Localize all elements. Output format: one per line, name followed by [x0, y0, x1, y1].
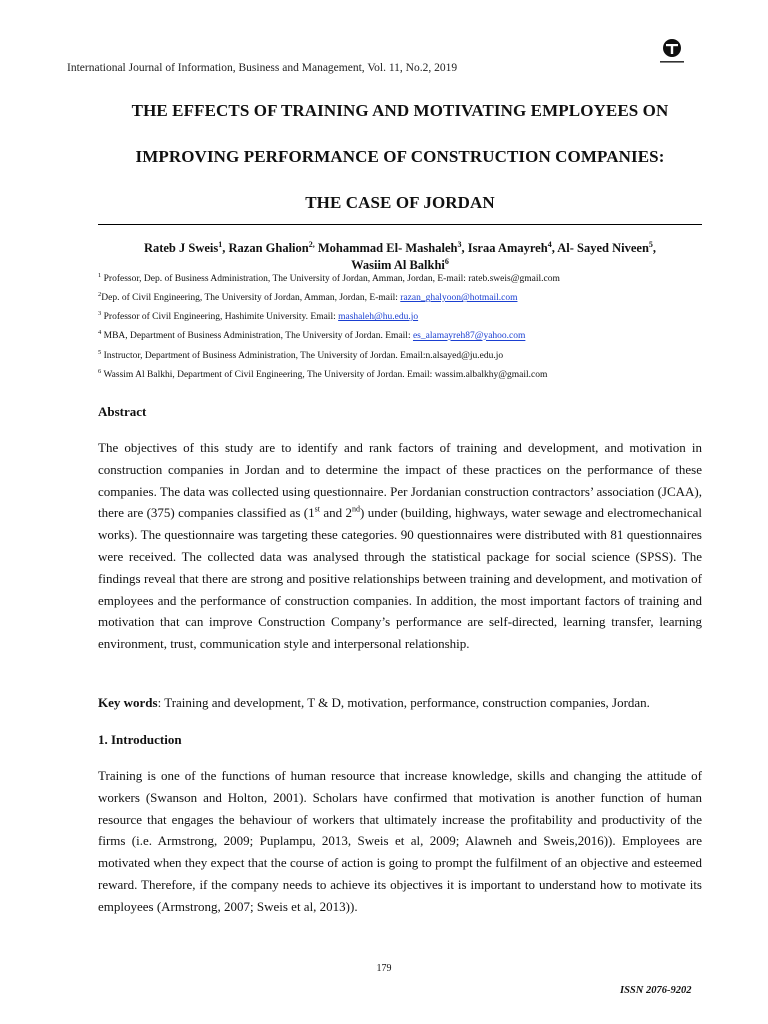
author-sup: 6	[444, 257, 449, 267]
affiliation-num: 6	[98, 367, 102, 375]
author-name: Razan Ghalion	[228, 241, 309, 256]
abstract-text: ) under (building, highways, water sewage and electromechanical works). The questionnaire was targeting these categories. 90 questionnaires were distributed with 81 questionnaires were received. The collected data was analysed through the statistical package for social science (SPSS). The findings reveal that there are strong and positive relationships between training and development, and motivation of employees and the performance of construction companies. In addition, the most important factors of training and motivation that can improve Construction Company’s performance are self-directed, learning transfer, learning environment, trust, communication style and interpersonal relationship.	[98, 505, 702, 652]
introduction-heading: 1. Introduction	[98, 732, 182, 747]
author-name: Israa Amayreh	[467, 241, 548, 256]
journal-citation: International Journal of Information, Business and Management, Vol. 11, No.2, 2019	[67, 62, 458, 74]
affiliation-item	[98, 287, 718, 306]
affiliation-email: n.alsayed@ju.edu.jo	[425, 350, 504, 361]
affiliation-text: Professor, Dep. of Business Administration, The University of Jordan, Amman, Jordan, E-mail:	[101, 274, 469, 285]
issn-footer: ISSN 2076-9202	[620, 985, 692, 996]
author-name: Rateb J Sweis	[143, 241, 219, 256]
keywords-line	[98, 692, 702, 714]
author-sep: ,	[461, 241, 468, 256]
affiliation-text: MBA, Department of Business Administration, The University of Jordan. Email:	[101, 331, 413, 342]
author-sep: ,	[222, 241, 229, 256]
author-sup: 2,	[308, 240, 315, 249]
abstract-body	[98, 437, 702, 655]
affiliation-email-link[interactable]: mashaleh@hu.edu.jo	[338, 312, 419, 323]
title-divider	[98, 224, 702, 225]
affiliation-text: Instructor, Department of Business Administration, The University of Jordan. Email:	[101, 350, 426, 361]
author-name: Al- Sayed Niveen	[557, 241, 649, 256]
abstract-text: and 2	[319, 505, 352, 521]
publisher-logo-icon	[656, 36, 688, 66]
author-sup: 4	[547, 240, 552, 249]
affiliation-text: Dep. of Civil Engineering, The University of Jordan, Amman, Jordan, E-mail:	[101, 293, 401, 304]
keywords-text: : Training and development, T & D, motivation, performance, construction companies, Jordan.	[157, 695, 650, 710]
affiliation-num: 5	[98, 348, 102, 356]
affiliation-email: rateb.sweis@gmail.com	[468, 274, 560, 285]
abstract-sup: nd	[351, 505, 360, 515]
affiliation-text: Professor of Civil Engineering, Hashimite University. Email:	[101, 312, 339, 323]
author-sep: ,	[652, 241, 657, 256]
author-name: Wasiim Al Balkhi	[351, 258, 445, 273]
affiliation-email-link[interactable]: razan_ghalyoon@hotmail.com	[400, 293, 518, 304]
title-line-2: IMPROVING PERFORMANCE OF CONSTRUCTION COMPANIES:	[135, 147, 665, 166]
affiliation-item	[98, 364, 718, 383]
affiliation-item	[98, 306, 718, 325]
affiliation-num: 3	[98, 310, 102, 318]
abstract-sup: st	[314, 505, 320, 515]
affiliation-num: 1	[98, 272, 102, 279]
affiliation-item	[98, 345, 718, 364]
title-line-1: THE EFFECTS OF TRAINING AND MOTIVATING EMPLOYEES ON	[131, 101, 669, 120]
author-sup: 3	[457, 240, 462, 249]
author-sup: 5	[648, 240, 653, 249]
affiliation-list	[98, 268, 718, 383]
affiliation-email-link[interactable]: es_alamayreh87@yahoo.com	[412, 331, 526, 342]
affiliation-text: Wassim Al Balkhi, Department of Civil Engineering, The University of Jordan. Email:	[101, 369, 435, 380]
affiliation-num: 2	[98, 291, 102, 299]
affiliation-email: wassim.albalkhy@gmail.com	[434, 369, 548, 380]
abstract-text: The objectives of this study are to identify and rank factors of training and development, and motivation in construction companies in Jordan and to determine the impact of these practices on the performance of these companies. The data was collected using questionnaire. Per Jordanian construction contractors’ association (JCAA), there are (375) companies classified as (1	[98, 440, 702, 521]
author-sup: 1	[218, 240, 223, 249]
keywords-label: Key words	[98, 695, 158, 710]
introduction-body: Training is one of the functions of human resource that increase knowledge, skills and changing the attitude of workers (Swanson and Holton, 2001). Scholars have confirmed that motivation is another function of human resource that engages the behaviour of workers that ultimately increase the profitability and productivity of the firms (i.e. Armstrong, 2009; Puplampu, 2013, Sweis et al, 2009; Alawneh and Sweis,2016)). Employees are motivated when they expect that the course of action is going to prompt the fulfilment of an objective and esteemed reward. Therefore, if the company needs to achieve its objectives it is important to understand how to motivate its employees (Armstrong, 2007; Sweis et al, 2013)).	[98, 768, 702, 914]
affiliation-item	[98, 325, 718, 344]
affiliation-item	[98, 268, 718, 287]
abstract-heading: Abstract	[98, 404, 147, 419]
title-line-3: THE CASE OF JORDAN	[305, 193, 495, 212]
author-sep: ,	[551, 241, 558, 256]
affiliation-num: 4	[98, 329, 102, 337]
page-number: 179	[376, 963, 392, 974]
author-name: Mohammad El- Mashaleh	[317, 241, 458, 256]
